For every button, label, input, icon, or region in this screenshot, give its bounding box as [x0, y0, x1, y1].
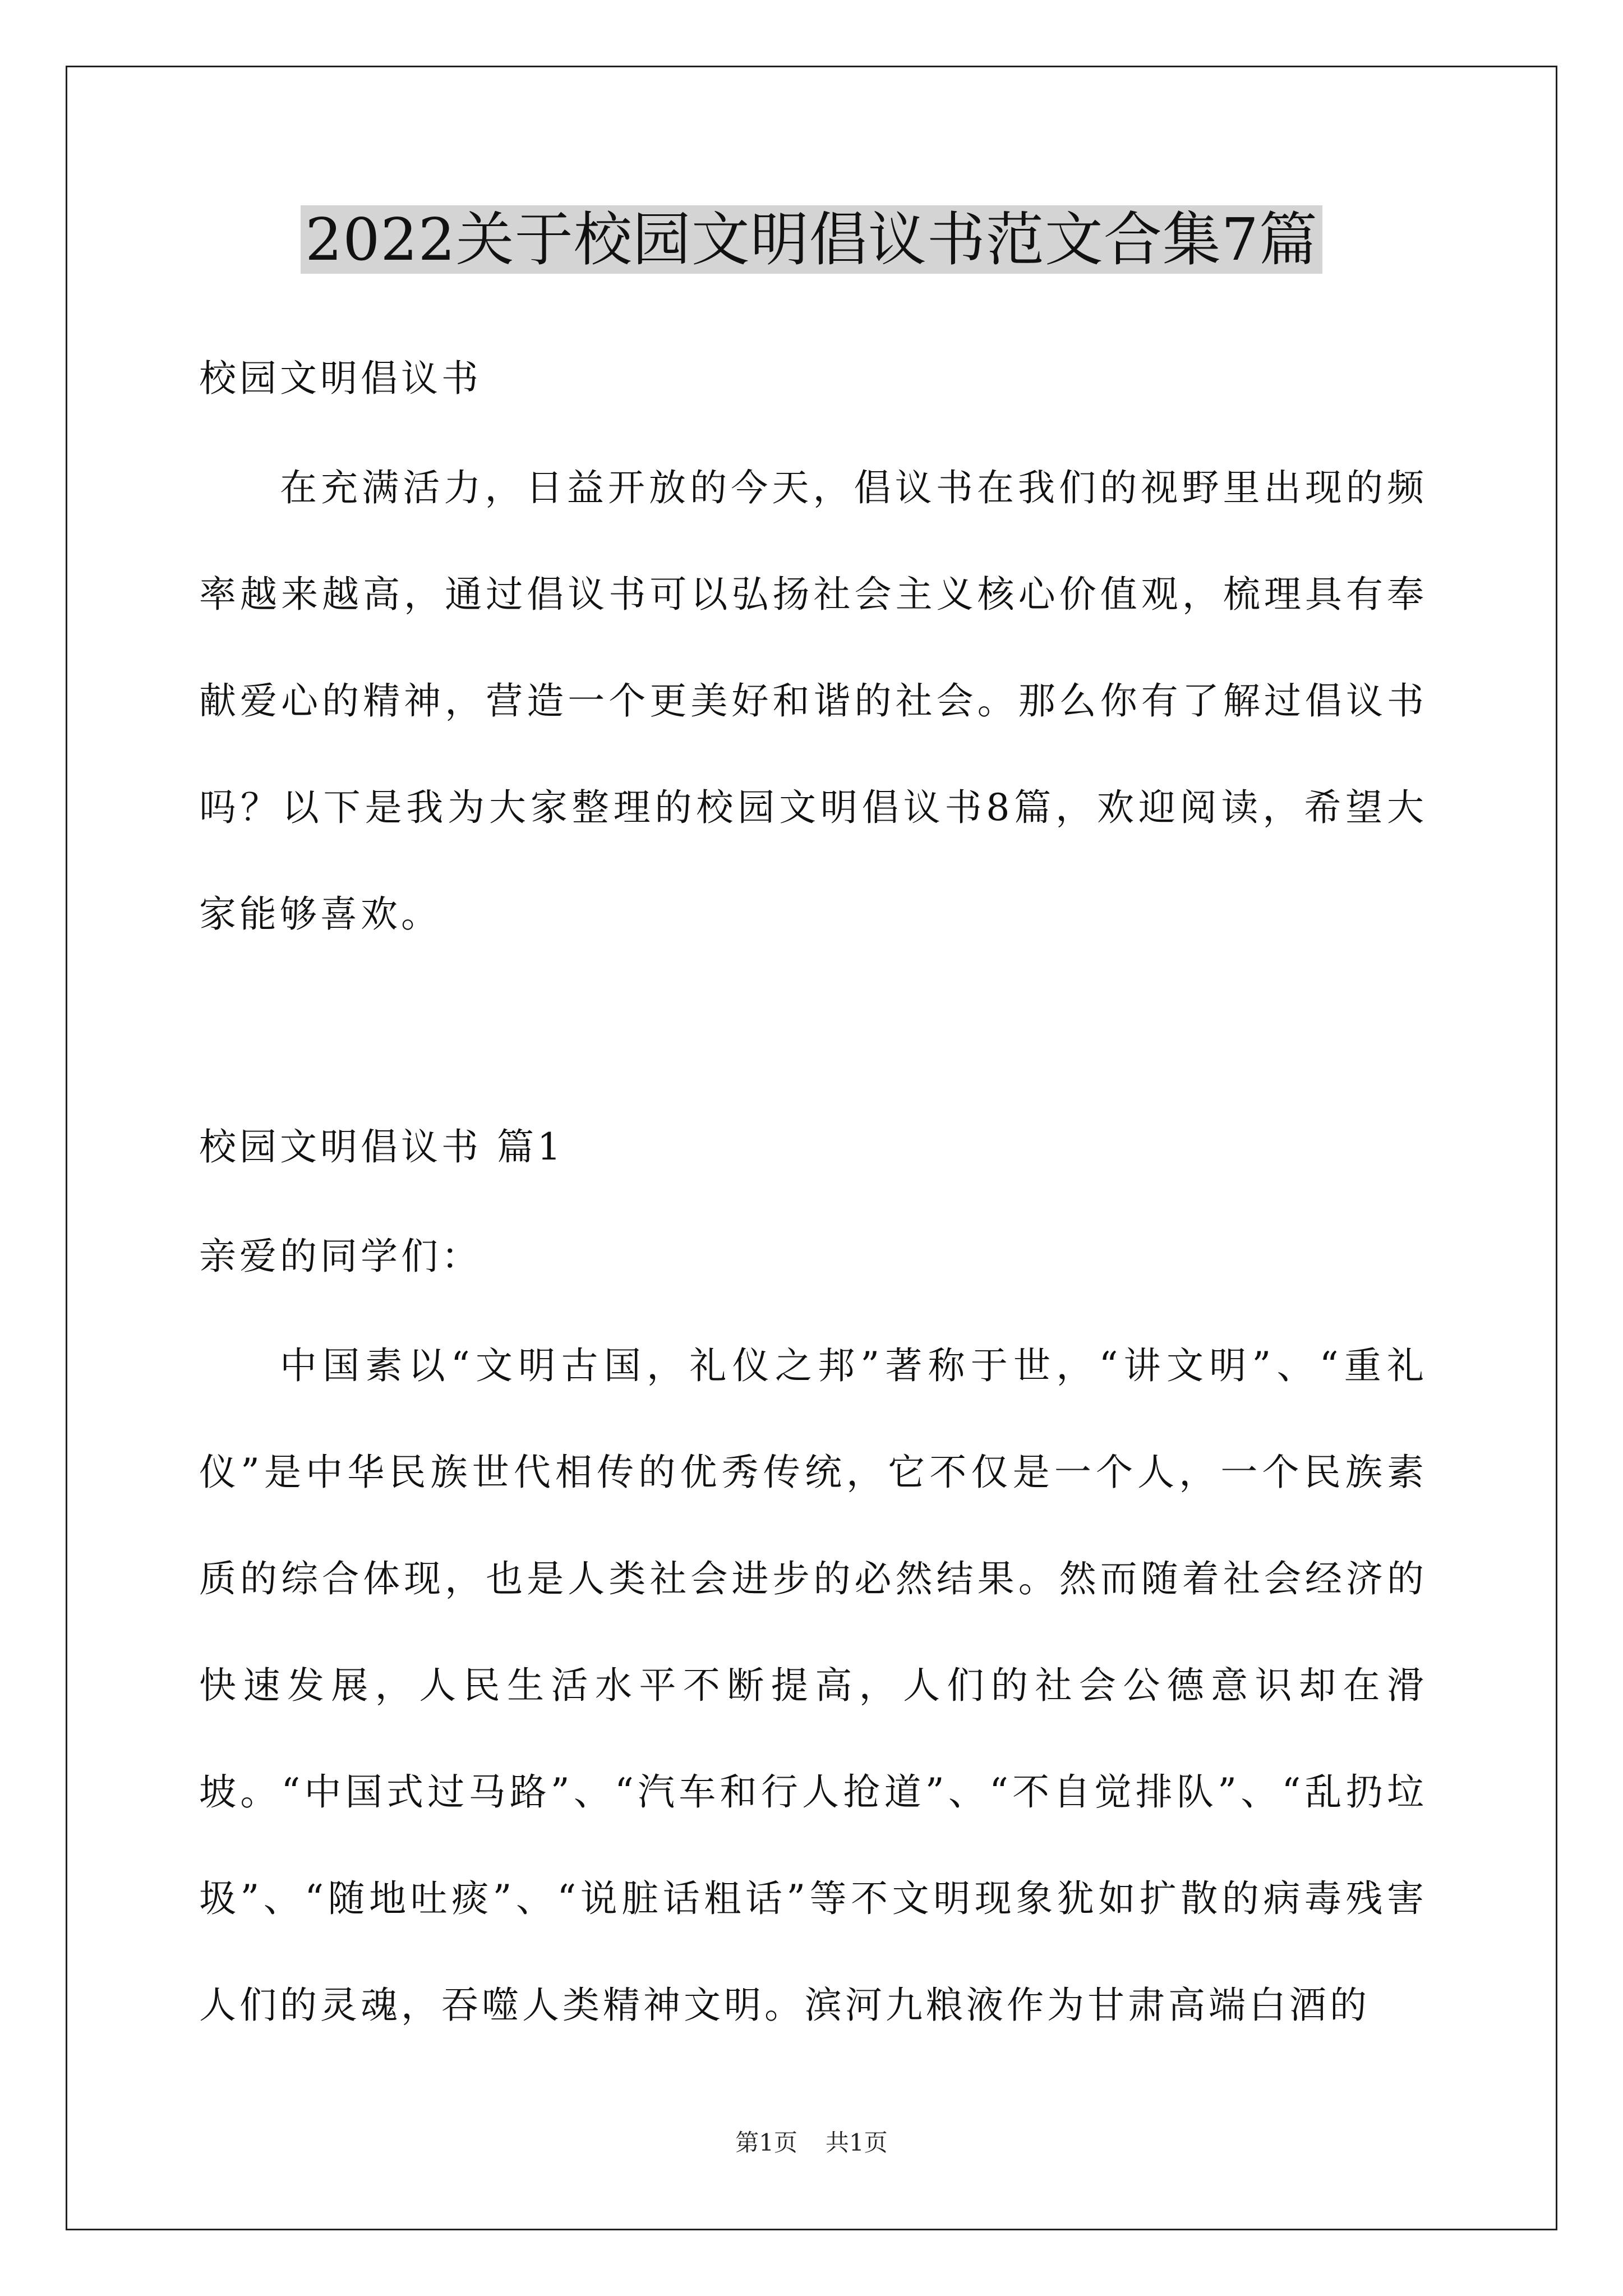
- intro-paragraph: 在充满活力，日益开放的今天，倡议书在我们的视野里出现的频率越来越高，通过倡议书可以弘扬社会主义核心价值观，梳理具有奉献爱心的精神，营造一个更美好和谐的社会。那么你有了解过倡议书吗？以下是我为大家整理的校园文明倡议书8篇，欢迎阅读，希望大家能够喜欢。: [199, 466, 1427, 936]
- salutation: 亲爱的同学们：: [199, 1235, 482, 1278]
- document-title: [0, 200, 1623, 279]
- document-title-text: 2022关于校园文明倡议书范文合集7篇: [301, 205, 1322, 274]
- page-number-current: 第1页: [735, 2129, 797, 2156]
- body-paragraph: 中国素以“文明古国，礼仪之邦”著称于世，“讲文明”、“重礼仪”是中华民族世代相传的优秀传统，它不仅是一个人，一个民族素质的综合体现，也是人类社会进步的必然结果。然而随着社会经济的快速发展，人民生活水平不断提高，人们的社会公德意识却在滑坡。“中国式过马路”、“汽车和行人抢道”、“不自觉排队”、“乱扔垃圾”、“随地吐痰”、“说脏话粗话”等不文明现象犹如扩散的病毒残害人们的灵魂，吞噬人类精神文明。滨河九粮液作为甘肃高端白酒的: [199, 1344, 1427, 2027]
- page-footer: [0, 2126, 1623, 2160]
- intro-heading: 校园文明倡议书: [199, 357, 482, 400]
- section-heading: 校园文明倡议书 篇1: [199, 1125, 564, 1168]
- page-number-total: 共1页: [826, 2129, 888, 2156]
